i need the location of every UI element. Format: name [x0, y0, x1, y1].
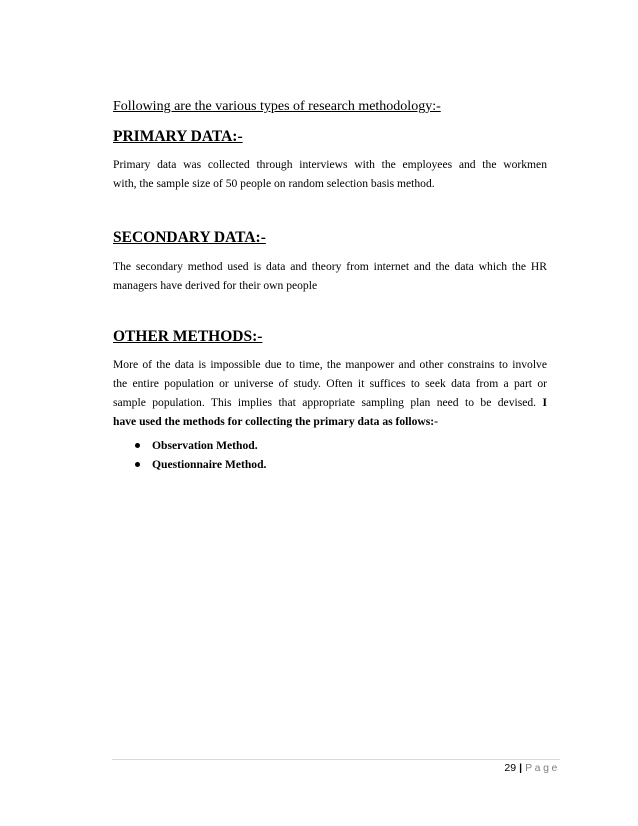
heading-other-methods: OTHER METHODS:- [113, 328, 263, 345]
page-footer [504, 762, 560, 774]
paragraph-line-bold: have used the methods for collecting the primary data as follows:- [113, 415, 439, 428]
paragraph-line: Primary data was collected through interviews with the employees and the workmen [113, 158, 547, 171]
paragraph-line-bold-tail: I [542, 396, 547, 409]
paragraph-line: the entire population or universe of study. Often it suffices to seek data from a part or [113, 377, 547, 390]
heading-secondary-data: SECONDARY DATA:- [113, 229, 266, 246]
paragraph-other-methods [113, 355, 547, 431]
footer-divider [112, 759, 560, 760]
heading-primary-data: PRIMARY DATA:- [113, 128, 243, 145]
bullet-icon [135, 462, 140, 467]
list-item-text: Questionnaire Method. [152, 458, 267, 471]
intro-text: Following are the various types of research methodology:- [113, 99, 441, 114]
footer-separator: | [519, 762, 523, 774]
paragraph-line-text: sample population. This implies that appropriate sampling plan need to be devised. [113, 396, 537, 409]
bullet-icon [135, 443, 140, 448]
paragraph-line: The secondary method used is data and theory from internet and the data which the HR [113, 260, 547, 273]
paragraph-line [113, 393, 547, 412]
paragraph-primary-data [113, 155, 547, 193]
page-label: Page [525, 762, 560, 774]
list-item [135, 436, 266, 455]
methods-bullet-list [135, 436, 266, 474]
page-number: 29 [504, 762, 517, 774]
list-item-text: Observation Method. [152, 439, 258, 452]
paragraph-line: with, the sample size of 50 people on random selection basis method. [113, 177, 435, 190]
paragraph-line: managers have derived for their own people [113, 279, 318, 292]
paragraph-secondary-data [113, 257, 547, 295]
paragraph-line: More of the data is impossible due to time, the manpower and other constrains to involve [113, 358, 547, 371]
list-item [135, 455, 266, 474]
